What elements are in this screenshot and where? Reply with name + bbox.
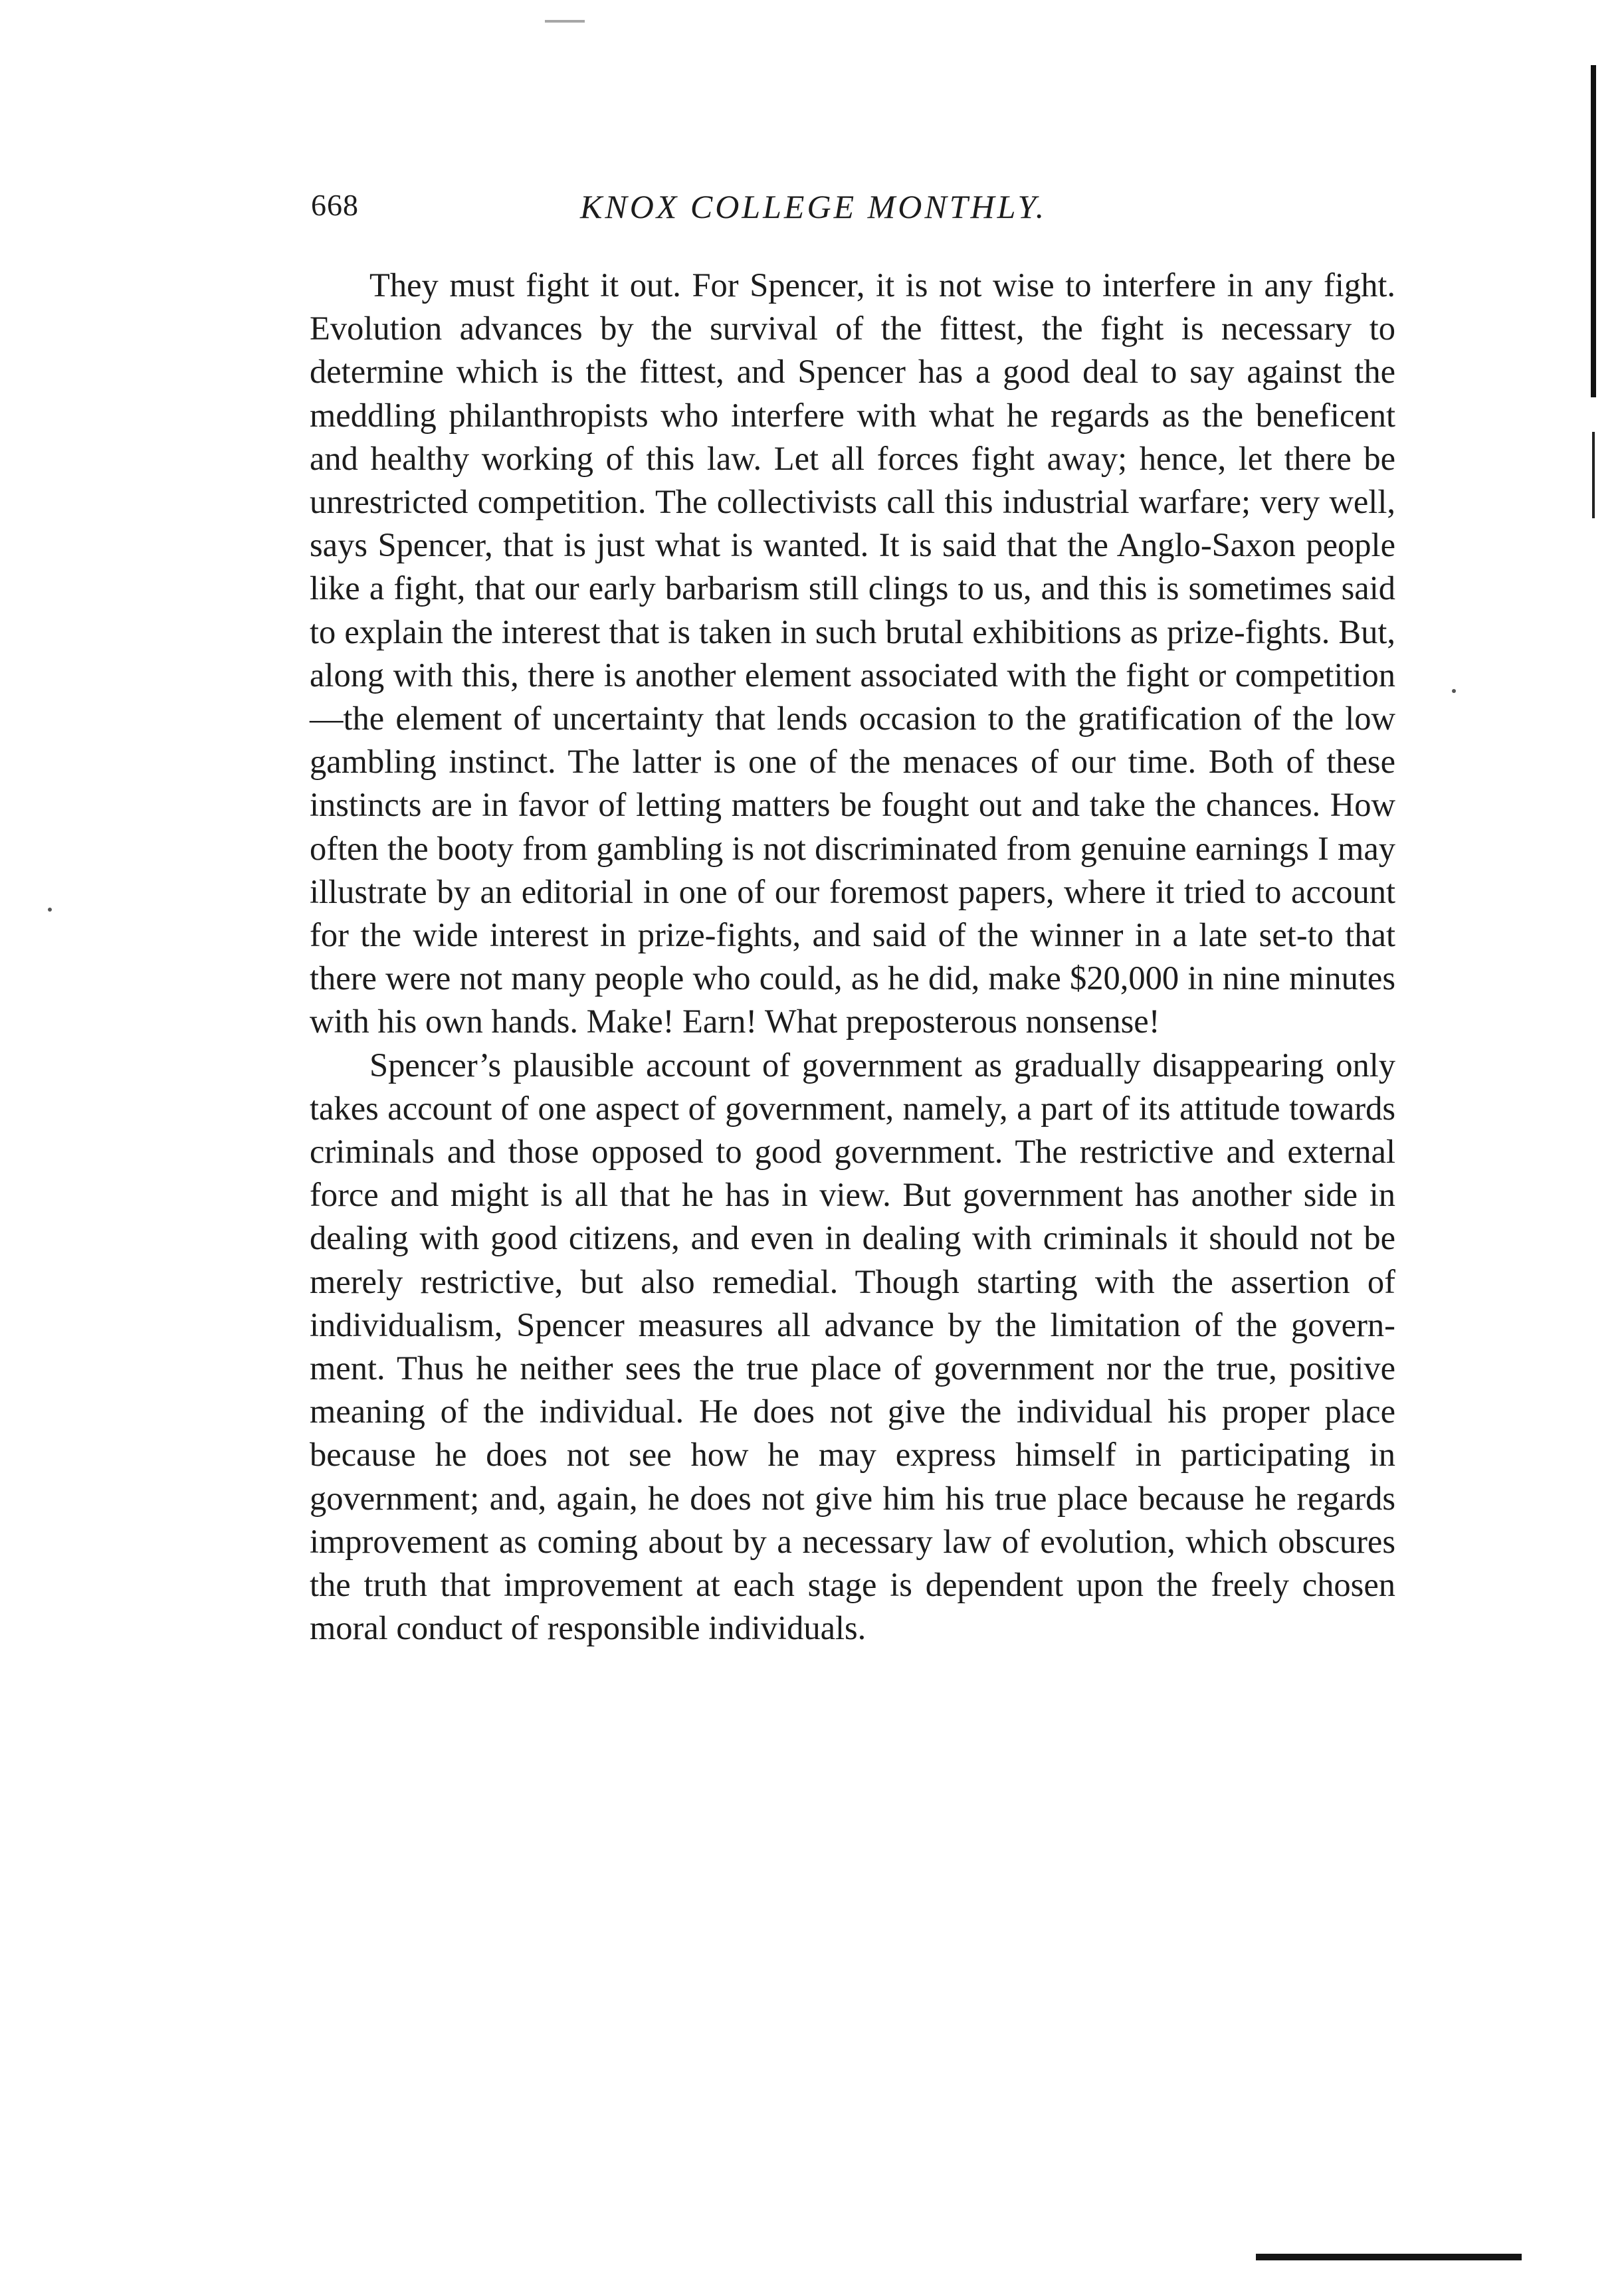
margin-edge-bar-lower: [1592, 432, 1595, 518]
paragraph: They must fight it out. For Spencer, it is not wise to interfere in any fight. Evolution advances by the survival of the fittest, the fight is necessary to determine which is the fittest, and Spencer has a good deal to say against the meddling philanthropists who interfere with what he regards as the beneficent and healthy working of this law. Let all forces fight away; hence, let there be unrestricted competition. The collectivists call this industrial warfare; very well, says Spencer, that is just what is wanted. It is said that the Anglo-Saxon people like a fight, that our early barbarism still clings to us, and this is sometimes said to explain the interest that is taken in such brutal exhibitions as prize-fights. But, along with this, there is another element associated with the fight or competition—the element of uncertainty that lends occasion to the gratification of the low gambling instinct. The latter is one of the menaces of our time. Both of these instincts are in favor of letting matters be fought out and take the chances. How often the booty from gambling is not discriminated from genuine earnings I may illustrate by an editorial in one of our foremost papers, where it tried to account for the wide interest in prize-fights, and said of the winner in a late set-to that there were not many people who could, as he did, make $20,000 in nine minutes with his own hands. Make! Earn! What preposterous nonsense!: [310, 266, 1395, 1040]
article-body: [310, 264, 1395, 1650]
margin-edge-bar: [1591, 65, 1596, 397]
paragraph: Spencer’s plausible account of government as gradually disappearing only takes account of one aspect of government, namely, a part of its attitude towards criminals and those opposed to good government. The restrictive and external force and might is all that he has in view. But government has another side in dealing with good citizens, and even in dealing with criminals it should not be merely restrictive, but also remedial. Though starting with the assertion of individualism, Spencer measures all advance by the limitation of the government. Thus he neither sees the true place of government nor the true, positive meaning of the individual. He does not give the individual his proper place because he does not see how he may express himself in participating in government; and, again, he does not give him his true place because he regards improvement as coming about by a necessary law of evolution, which obscures the truth that improvement at each stage is dependent upon the freely chosen moral conduct of responsible individuals.: [310, 1046, 1395, 1647]
bottom-rule: [1256, 2254, 1522, 2260]
page-number: 668: [311, 188, 359, 222]
running-title: KNOX COLLEGE MONTHLY.: [580, 188, 1047, 225]
running-header: [311, 187, 1387, 241]
scan-artifact-dot: [48, 908, 52, 912]
scan-artifact-dot: [1452, 689, 1456, 693]
scan-artifact-top: [545, 20, 585, 23]
